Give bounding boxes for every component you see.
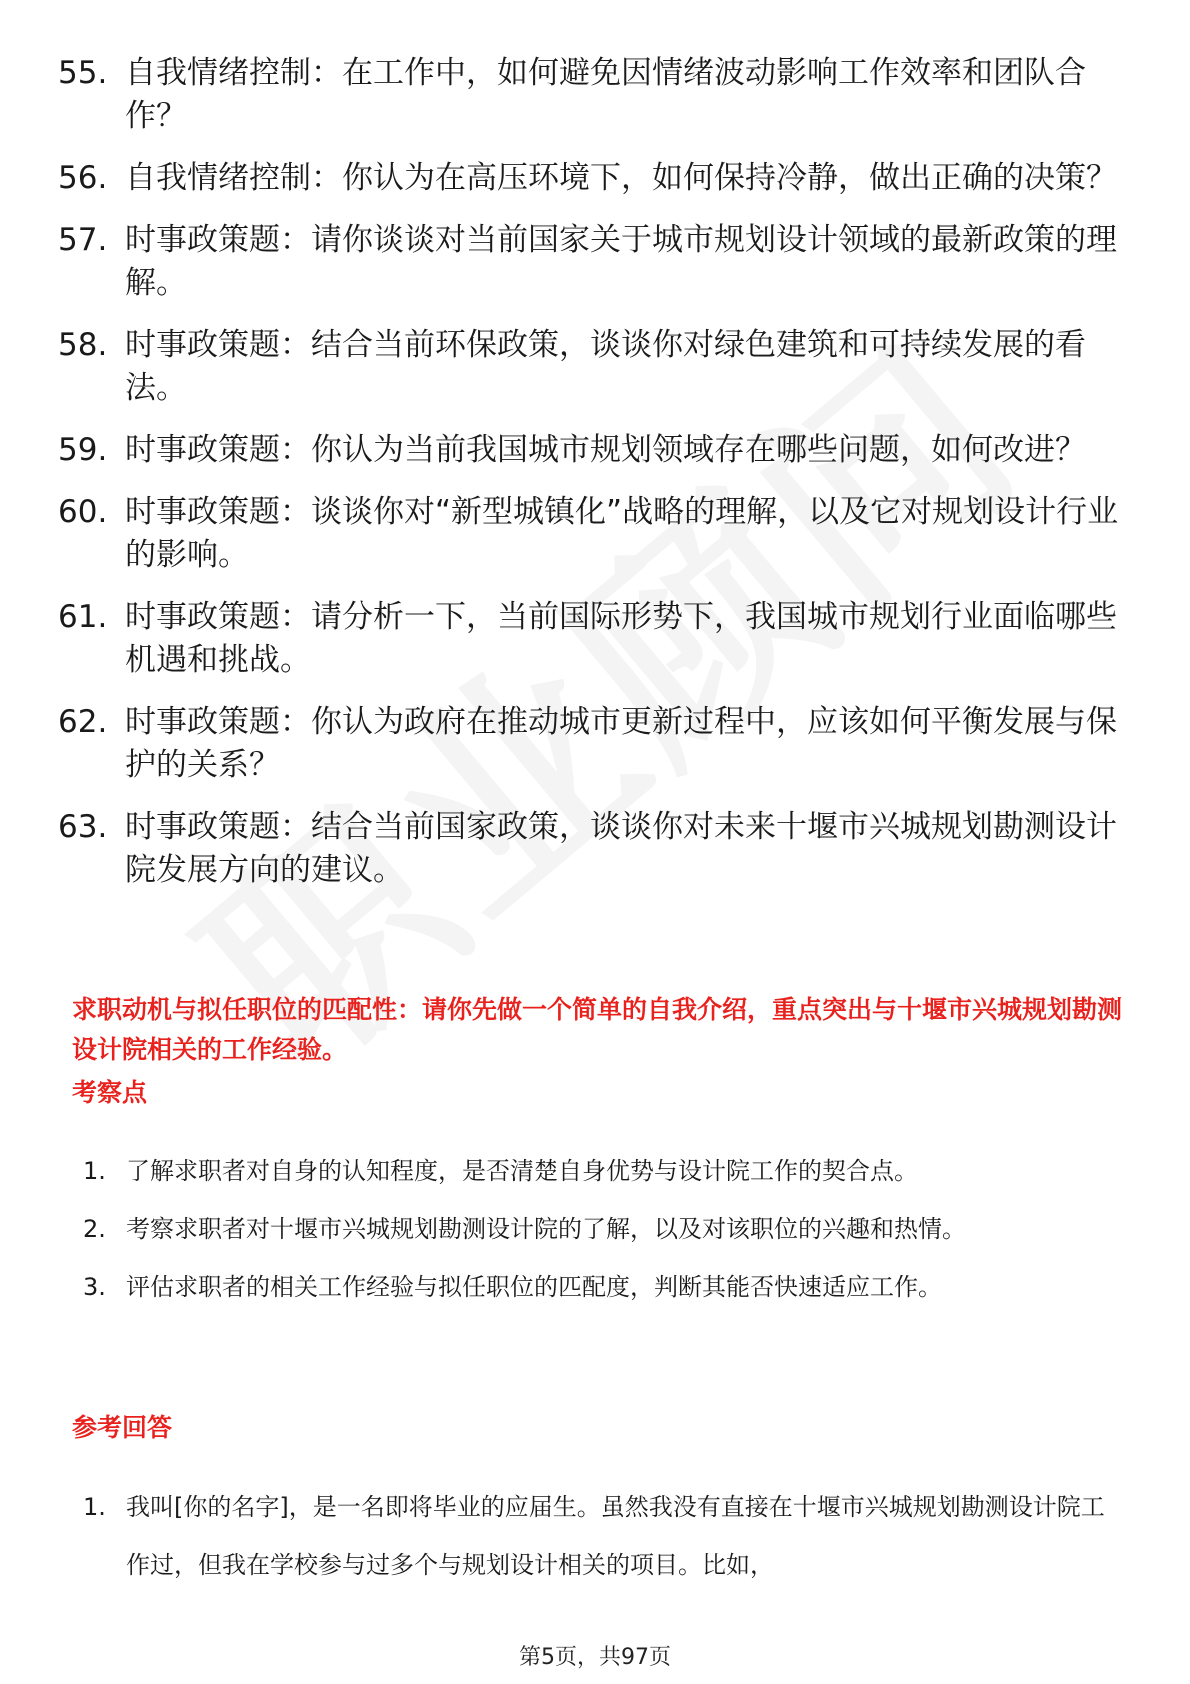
question-text: 时事政策题：请你谈谈对当前国家关于城市规划设计领域的最新政策的理解。 xyxy=(125,222,1117,301)
question-list xyxy=(58,52,1138,911)
list-text: 考察求职者对十堰市兴城规划勘测设计院的了解，以及对该职位的兴趣和热情。 xyxy=(126,1215,966,1243)
question-text: 自我情绪控制：在工作中，如何避免因情绪波动影响工作效率和团队合作？ xyxy=(125,55,1086,134)
question-item xyxy=(58,596,1138,682)
question-item xyxy=(58,429,1138,472)
list-text: 评估求职者的相关工作经验与拟任职位的匹配度，判断其能否快速适应工作。 xyxy=(126,1273,942,1301)
question-text: 时事政策题：谈谈你对“新型城镇化”战略的理解，以及它对规划设计行业的影响。 xyxy=(125,494,1119,573)
list-text: 我叫[你的名字]，是一名即将毕业的应届生。虽然我没有直接在十堰市兴城规划勘测设计院工作过，但我在学校参与过多个与规划设计相关的项目。比如， xyxy=(126,1493,1105,1579)
question-number: 62. xyxy=(58,704,108,740)
list-number: 2. xyxy=(83,1215,106,1243)
question-number: 57. xyxy=(58,222,108,258)
question-item xyxy=(58,806,1138,892)
question-text: 时事政策题：你认为当前我国城市规划领域存在哪些问题，如何改进？ xyxy=(125,432,1086,468)
question-number: 58. xyxy=(58,327,108,363)
section-heading: 求职动机与拟任职位的匹配性：请你先做一个简单的自我介绍，重点突出与十堰市兴城规划勘测设计院相关的工作经验。 xyxy=(72,995,1123,1064)
reference-list xyxy=(83,1478,1123,1594)
list-text: 了解求职者对自身的认知程度，是否清楚自身优势与设计院工作的契合点。 xyxy=(126,1157,918,1185)
list-item xyxy=(83,1478,1123,1594)
list-number: 3. xyxy=(83,1273,106,1301)
question-item xyxy=(58,219,1138,305)
list-number: 1. xyxy=(83,1493,106,1521)
question-text: 时事政策题：结合当前国家政策，谈谈你对未来十堰市兴城规划勘测设计院发展方向的建议。 xyxy=(125,809,1117,888)
list-number: 1. xyxy=(83,1157,106,1185)
question-item xyxy=(58,701,1138,787)
question-item xyxy=(58,157,1138,200)
list-item xyxy=(83,1142,1123,1200)
list-item xyxy=(83,1258,1123,1316)
question-number: 63. xyxy=(58,809,108,845)
question-text: 自我情绪控制：你认为在高压环境下，如何保持冷静，做出正确的决策？ xyxy=(125,160,1117,196)
question-number: 56. xyxy=(58,160,108,196)
list-item xyxy=(83,1200,1123,1258)
assessment-title: 考察点 xyxy=(72,1078,148,1107)
assessment-list xyxy=(83,1142,1123,1316)
question-number: 55. xyxy=(58,55,108,91)
question-text: 时事政策题：请分析一下，当前国际形势下，我国城市规划行业面临哪些机遇和挑战。 xyxy=(125,599,1117,678)
question-number: 59. xyxy=(58,432,108,468)
question-item xyxy=(58,52,1138,138)
reference-title: 参考回答 xyxy=(72,1413,173,1442)
question-item xyxy=(58,324,1138,410)
question-number: 61. xyxy=(58,599,108,635)
question-text: 时事政策题：你认为政府在推动城市更新过程中，应该如何平衡发展与保护的关系？ xyxy=(125,704,1117,783)
page-footer: 第5页，共97页 xyxy=(519,1645,671,1670)
question-item xyxy=(58,491,1138,577)
question-text: 时事政策题：结合当前环保政策，谈谈你对绿色建筑和可持续发展的看法。 xyxy=(125,327,1086,406)
question-number: 60. xyxy=(58,494,108,530)
